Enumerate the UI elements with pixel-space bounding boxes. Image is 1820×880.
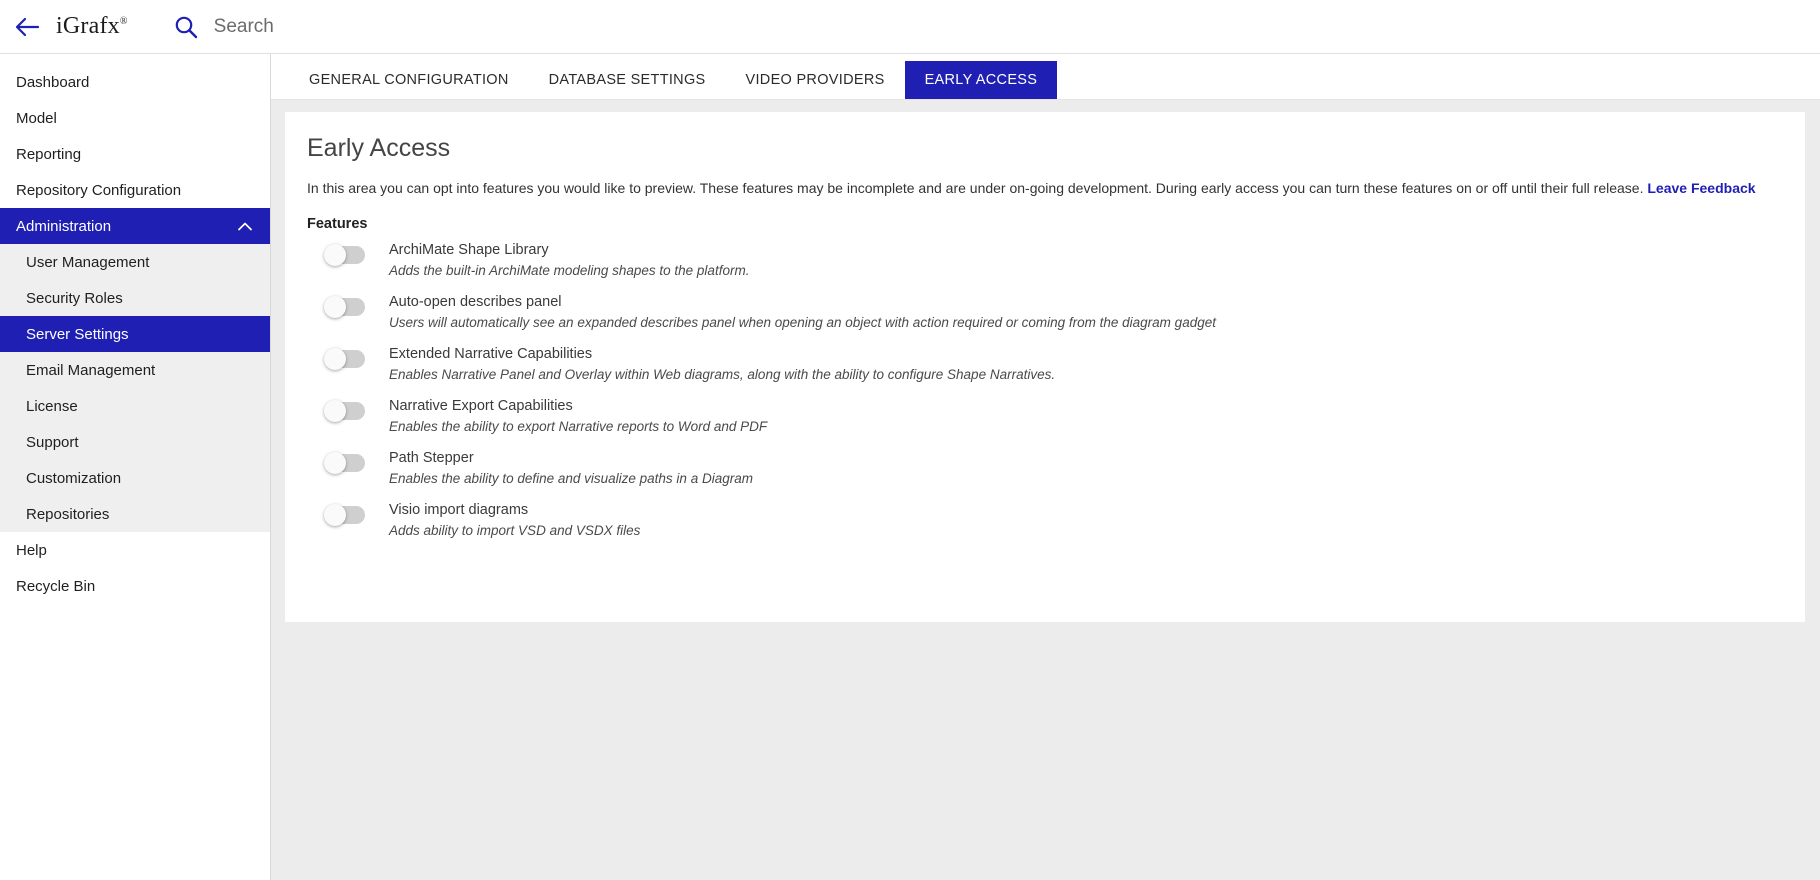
sidebar-item-label: Reporting	[16, 145, 82, 163]
sidebar-item-label: Help	[16, 541, 47, 559]
sidebar-administration-children	[0, 244, 270, 532]
feature-row	[307, 294, 1783, 330]
feature-row	[307, 346, 1783, 382]
sidebar-item-support[interactable]	[0, 424, 270, 460]
tab-label: EARLY ACCESS	[924, 72, 1038, 88]
feature-description: Adds the built-in ArchiMate modeling shapes to the platform.	[389, 262, 750, 278]
tab-video-providers[interactable]	[726, 61, 905, 99]
sidebar-item-email-management[interactable]	[0, 352, 270, 388]
top-bar	[0, 0, 1820, 54]
feature-name: ArchiMate Shape Library	[389, 241, 549, 258]
sidebar-item-label: Recycle Bin	[16, 577, 96, 595]
sidebar-item-label: Server Settings	[26, 325, 129, 343]
search-input[interactable]	[212, 15, 612, 39]
sidebar-item-label: Repository Configuration	[16, 181, 182, 199]
sidebar-item-reporting[interactable]	[0, 136, 270, 172]
feature-text	[389, 450, 753, 486]
toggle-extended-narrative-capabilities[interactable]	[325, 350, 365, 368]
feature-row	[307, 450, 1783, 486]
feature-description: Enables the ability to define and visualize paths in a Diagram	[389, 470, 753, 486]
sidebar-item-label: Support	[26, 433, 79, 451]
sidebar-item-repository-configuration[interactable]	[0, 172, 270, 208]
feature-text	[389, 398, 767, 434]
toggle-archimate-shape-library[interactable]	[325, 246, 365, 264]
toggle-knob	[324, 244, 346, 266]
sidebar-item-label: Repositories	[26, 505, 110, 523]
feature-text	[389, 242, 749, 278]
tab-general-configuration[interactable]	[289, 61, 529, 99]
sidebar-item-license[interactable]	[0, 388, 270, 424]
toggle-knob	[324, 504, 346, 526]
vertical-scrollbar[interactable]	[1816, 54, 1820, 880]
sidebar-item-label: User Management	[26, 253, 150, 271]
toggle-knob	[324, 452, 346, 474]
sidebar-item-customization[interactable]	[0, 460, 270, 496]
toggle-narrative-export-capabilities[interactable]	[325, 402, 365, 420]
feature-description: Enables the ability to export Narrative reports to Word and PDF	[389, 418, 768, 434]
feature-description: Enables Narrative Panel and Overlay within Web diagrams, along with the ability to configure Shape Narratives.	[389, 366, 1056, 382]
toggle-auto-open-describes-panel[interactable]	[325, 298, 365, 316]
feature-text	[389, 294, 1216, 330]
search-area	[172, 0, 612, 54]
arrow-left-icon	[14, 16, 40, 38]
sidebar-item-user-management[interactable]	[0, 244, 270, 280]
sidebar-item-label: Email Management	[26, 361, 156, 379]
feature-text	[389, 502, 640, 538]
feature-description: Adds ability to import VSD and VSDX files	[389, 522, 641, 538]
sidebar-item-dashboard[interactable]	[0, 64, 270, 100]
tab-label: VIDEO PROVIDERS	[745, 72, 885, 88]
sidebar-item-security-roles[interactable]	[0, 280, 270, 316]
tab-bar	[271, 54, 1820, 100]
features-heading: Features	[307, 215, 368, 232]
sidebar-item-repositories[interactable]	[0, 496, 270, 532]
feature-description: Users will automatically see an expanded describes panel when opening an object with action required or coming from the diagram gadget	[389, 314, 1216, 330]
toggle-knob	[324, 296, 346, 318]
page-title: Early Access	[307, 134, 451, 162]
sidebar-item-label: Model	[16, 109, 57, 127]
sidebar-item-label: License	[26, 397, 78, 415]
sidebar-item-label: Dashboard	[16, 73, 90, 91]
feature-row	[307, 242, 1783, 278]
toggle-visio-import-diagrams[interactable]	[325, 506, 365, 524]
brand-logo	[56, 13, 128, 40]
sidebar	[0, 54, 271, 880]
feature-list	[307, 242, 1783, 538]
sidebar-item-administration[interactable]	[0, 208, 270, 244]
tab-label: GENERAL CONFIGURATION	[309, 72, 509, 88]
panel-description-text: In this area you can opt into features you would like to preview. These features may be incomplete and are under on-going development. During early access you can turn these features on or off until their full release.	[307, 180, 1644, 196]
feature-row	[307, 398, 1783, 434]
sidebar-item-recycle-bin[interactable]	[0, 568, 270, 604]
feature-text	[389, 346, 1055, 382]
sidebar-item-label: Customization	[26, 469, 122, 487]
toggle-knob	[324, 400, 346, 422]
content-area	[271, 54, 1820, 880]
chevron-up-icon	[238, 208, 252, 244]
toggle-knob	[324, 348, 346, 370]
brand-trademark: ®	[119, 16, 128, 27]
feature-name: Path Stepper	[389, 449, 474, 466]
sidebar-item-server-settings[interactable]	[0, 316, 270, 352]
feature-name: Auto-open describes panel	[389, 293, 562, 310]
sidebar-item-label: Security Roles	[26, 289, 123, 307]
toggle-path-stepper[interactable]	[325, 454, 365, 472]
brand-name: iGrafx	[56, 13, 120, 39]
tab-label: DATABASE SETTINGS	[548, 72, 706, 88]
feature-row	[307, 502, 1783, 538]
leave-feedback-link[interactable]: Leave Feedback	[1647, 180, 1756, 196]
feature-name: Extended Narrative Capabilities	[389, 345, 593, 362]
feature-name: Narrative Export Capabilities	[389, 397, 573, 414]
early-access-panel	[285, 112, 1805, 622]
feature-name: Visio import diagrams	[389, 501, 529, 518]
sidebar-item-help[interactable]	[0, 532, 270, 568]
panel-description	[307, 179, 1783, 198]
tab-database-settings[interactable]	[529, 61, 726, 99]
search-icon[interactable]	[172, 13, 200, 41]
sidebar-item-model[interactable]	[0, 100, 270, 136]
back-button[interactable]	[0, 0, 54, 54]
sidebar-item-label: Administration	[16, 217, 112, 235]
tab-early-access[interactable]	[905, 61, 1058, 99]
